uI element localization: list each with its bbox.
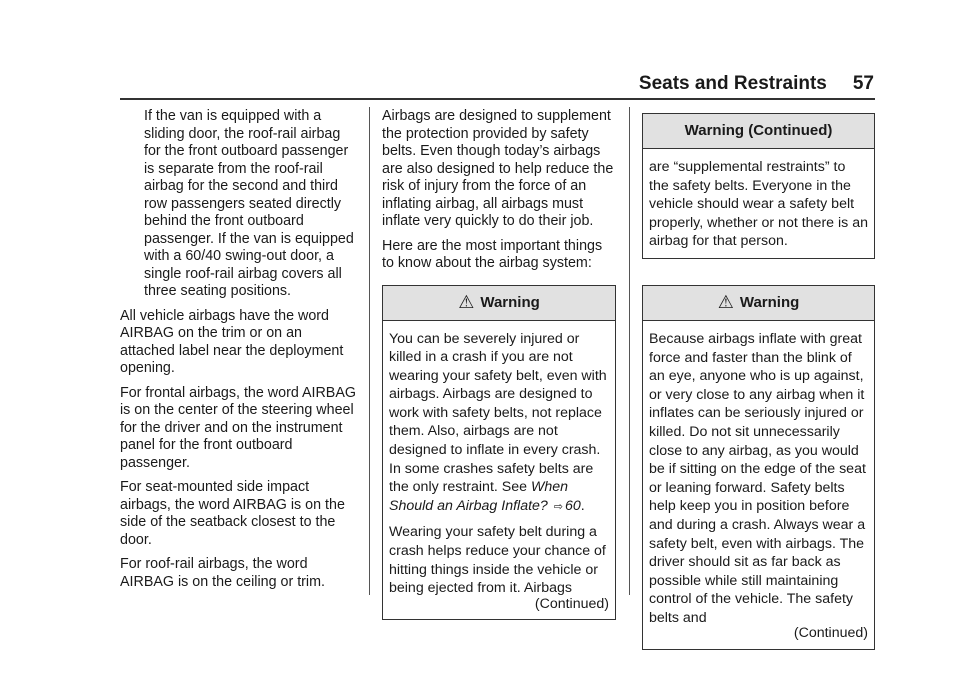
- warning-triangle-icon: ⚠: [458, 291, 475, 313]
- paragraph: All vehicle airbags have the word AIRBAG on the trim or on an attached label near the deployment opening.: [120, 307, 344, 376]
- warning-body: [383, 321, 615, 620]
- paragraph: If the van is equipped with a sliding door, the roof-rail airbag for the front outboard passenger is separate from the roof-rail airbag for the second and third row passengers seated directly behind the front outboard passenger. If the van is equipped with a 60/40 swing-out door, a single roof-rail airbag covers all three seating positions.: [144, 108, 354, 299]
- warning-box: [642, 285, 875, 650]
- continued-label: (Continued): [793, 625, 868, 642]
- warning-title: Warning: [739, 293, 800, 311]
- column-divider: [369, 107, 370, 595]
- cross-reference-page[interactable]: 60: [564, 497, 581, 514]
- reference-arrow-icon: ⇨: [553, 499, 563, 513]
- warning-title: Warning: [480, 293, 540, 311]
- warning-header: [383, 286, 615, 321]
- warning-triangle-icon: ⚠: [717, 291, 734, 313]
- warning-text: are “supplemental restraints” to the safety belts. Everyone in the vehicle should wear a safety belt properly, whether or not there is an airbag for that person.: [649, 159, 868, 250]
- column-3: [642, 113, 875, 650]
- paragraph: For roof-rail airbags, the word AIRBAG is on the ceiling or trim.: [120, 556, 325, 590]
- warning-continued-box: [642, 113, 875, 259]
- paragraph: Airbags are designed to supplement the protection provided by safety belts. Even though today’s airbags are also designed to help reduce the risk of injury from the force of an inflating airbag, all airbags must inflate very quickly to do their job.: [382, 108, 614, 229]
- reference-end: .: [580, 497, 585, 514]
- paragraph: Here are the most important things to know about the airbag system:: [382, 237, 603, 271]
- warning-text: [389, 330, 609, 517]
- column-1: [120, 108, 358, 598]
- warning-body: [643, 149, 874, 258]
- cross-reference-link[interactable]: When Should an Airbag Inflate?: [389, 479, 569, 514]
- column-divider: [629, 107, 630, 595]
- paragraph: For seat-mounted side impact airbags, the word AIRBAG is on the side of the seatback closest to the door.: [120, 479, 345, 548]
- page-number: 57: [852, 73, 874, 94]
- page-header: [120, 74, 874, 100]
- warning-header: [643, 286, 874, 321]
- column-2: [382, 108, 616, 620]
- section-title: Seats and Restraints: [638, 73, 827, 94]
- warning-header: Warning (Continued): [643, 114, 874, 149]
- continued-label: (Continued): [534, 595, 609, 612]
- warning-text: Wearing your safety belt during a crash helps reduce your chance of hitting things inside the vehicle or being ejected from it. Airbags: [389, 524, 606, 597]
- warning-box: [382, 285, 616, 621]
- header-rule: [120, 98, 875, 100]
- warning-body: [643, 321, 874, 649]
- warning-text: Because airbags inflate with great force and faster than the blink of an eye, anyone who is up against, or very close to any airbag when it inflates can be seriously injured or killed. Do not sit unnecessarily close to any airbag, as you would be if sitting on the edge of the seat or leaning forward. Safety belts help keep you in position before and during a crash. Always wear a safety belt, even with airbags. The driver should sit as far back as possible while still maintaining control of the vehicle. The safety belts and: [649, 330, 866, 626]
- warning-text-main: You can be severely injured or killed in a crash if you are not wearing your safety belt, even with airbags. Airbags are designed to work with safety belts, not replace them. Also, airbags are not designed to inflate in every crash. In some crashes safety belts are the only restraint. See: [389, 330, 607, 496]
- paragraph: For frontal airbags, the word AIRBAG is on the center of the steering wheel for the driver and on the instrument panel for the front outboard passenger.: [120, 384, 357, 471]
